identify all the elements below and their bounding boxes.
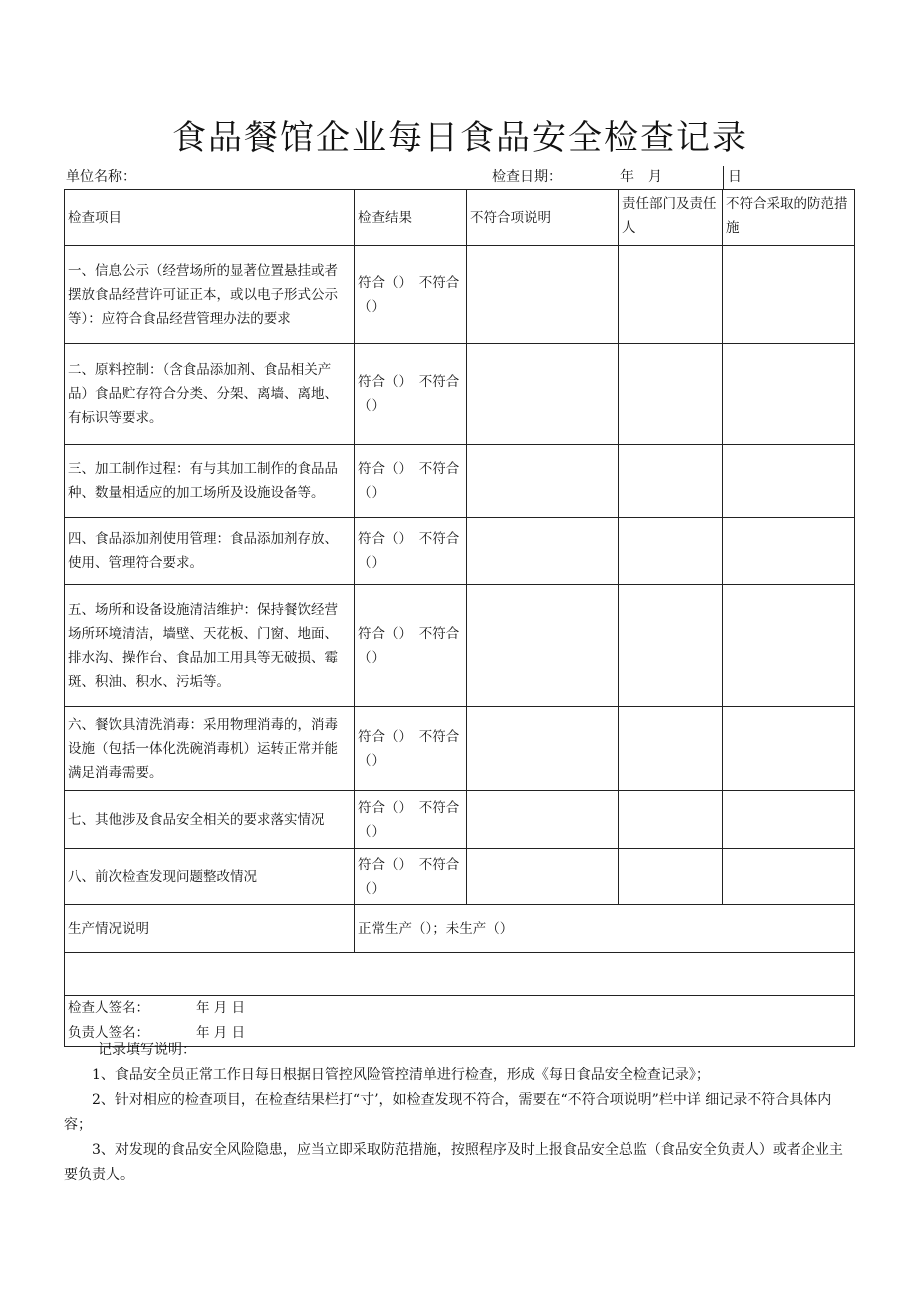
- table-row: [65, 445, 855, 518]
- inspector-signature-label: 检查人签名：: [68, 1000, 149, 1016]
- production-label: 生产情况说明: [65, 905, 355, 953]
- item-result[interactable]: 符合（） 不符合（）: [355, 707, 467, 791]
- item-text: 三、加工制作过程：有与其加工制作的食品品种、数量相适应的加工场所及设施设备等。: [65, 445, 355, 518]
- item-dept-cell[interactable]: [619, 518, 723, 585]
- table-row: [65, 791, 855, 849]
- table-row: [65, 246, 855, 344]
- item-desc-cell[interactable]: [467, 707, 619, 791]
- item-desc-cell[interactable]: [467, 246, 619, 344]
- inspection-table: [64, 189, 855, 1047]
- responsible-signature-date: 年 月 日: [196, 1025, 246, 1041]
- table-row: [65, 518, 855, 585]
- item-result[interactable]: 符合（） 不符合（）: [355, 791, 467, 849]
- date-day: 日: [728, 169, 742, 185]
- item-dept-cell[interactable]: [619, 849, 723, 905]
- header-desc: 不符合项说明: [467, 190, 619, 246]
- table-row: [65, 707, 855, 791]
- header-measures: 不符合采取的防范措施: [723, 190, 855, 246]
- item-text: 四、食品添加剂使用管理：食品添加剂存放、使用、管理符合要求。: [65, 518, 355, 585]
- item-dept-cell[interactable]: [619, 445, 723, 518]
- header-dept: 责任部门及责任人: [619, 190, 723, 246]
- item-result[interactable]: 符合（） 不符合（）: [355, 445, 467, 518]
- item-measures-cell[interactable]: [723, 445, 855, 518]
- date-month: 月: [648, 169, 662, 185]
- header-item: 检查项目: [65, 190, 355, 246]
- notes-line-2: 2、针对相应的检查项目，在检查结果栏打“寸’，如检查发现不符合，需要在“不符合项说明”栏中详 细记录不符合具体内容；: [64, 1092, 832, 1133]
- notes-line-3: 3、对发现的食品安全风险隐患，应当立即采取防范措施，按照程序及时上报食品安全总监（食品安全负责人）或者企业主要负责人。: [64, 1142, 843, 1183]
- date-year: 年: [620, 169, 634, 185]
- production-value[interactable]: 正常生产（）；未生产（）: [355, 905, 855, 953]
- item-text: 七、其他涉及食品安全相关的要求落实情况: [65, 791, 355, 849]
- item-dept-cell[interactable]: [619, 246, 723, 344]
- item-desc-cell[interactable]: [467, 344, 619, 445]
- item-desc-cell[interactable]: [467, 585, 619, 707]
- item-text: 八、前次检查发现问题整改情况: [65, 849, 355, 905]
- item-text: 一、信息公示（经营场所的显著位置悬挂或者摆放食品经营许可证正本，或以电子形式公示等）：应符合食品经营管理办法的要求: [65, 246, 355, 344]
- item-result[interactable]: 符合（） 不符合（）: [355, 246, 467, 344]
- notes-line-1: 1、食品安全员正常工作日每日根据日管控风险管控清单进行检查，形成《每日食品安全检查记录》；: [92, 1067, 710, 1083]
- table-row: [65, 585, 855, 707]
- item-measures-cell[interactable]: [723, 518, 855, 585]
- item-desc-cell[interactable]: [467, 445, 619, 518]
- inspection-date-label: 检查日期：: [492, 169, 562, 185]
- notes-heading: 记录填写说明：: [98, 1042, 196, 1058]
- notes-section: [64, 1038, 856, 1188]
- blank-row: [65, 953, 855, 996]
- inspector-signature-date: 年 月 日: [196, 1000, 246, 1016]
- item-result[interactable]: 符合（） 不符合（）: [355, 518, 467, 585]
- item-desc-cell[interactable]: [467, 849, 619, 905]
- responsible-signature-label: 负责人签名：: [68, 1025, 149, 1041]
- item-measures-cell[interactable]: [723, 585, 855, 707]
- page-title: 食品餐馆企业每日食品安全检查记录: [172, 118, 748, 158]
- item-measures-cell[interactable]: [723, 791, 855, 849]
- item-result[interactable]: 符合（） 不符合（）: [355, 849, 467, 905]
- item-measures-cell[interactable]: [723, 849, 855, 905]
- item-measures-cell[interactable]: [723, 246, 855, 344]
- header-divider: [723, 166, 724, 190]
- table-row: [65, 344, 855, 445]
- item-dept-cell[interactable]: [619, 344, 723, 445]
- item-dept-cell[interactable]: [619, 707, 723, 791]
- item-text: 五、场所和设备设施清洁维护：保持餐饮经营场所环境清洁，墙壁、天花板、门窗、地面、排水沟、操作台、食品加工用具等无破损、霉斑、积油、积水、污垢等。: [65, 585, 355, 707]
- unit-name-label: 单位名称：: [66, 169, 136, 185]
- item-desc-cell[interactable]: [467, 791, 619, 849]
- item-dept-cell[interactable]: [619, 791, 723, 849]
- table-header-row: [65, 190, 855, 246]
- production-row: [65, 905, 855, 953]
- item-measures-cell[interactable]: [723, 707, 855, 791]
- table-row: [65, 849, 855, 905]
- item-desc-cell[interactable]: [467, 518, 619, 585]
- item-measures-cell[interactable]: [723, 344, 855, 445]
- item-text: 六、餐饮具清洗消毒：采用物理消毒的，消毒设施（包括一体化洗碗消毒机）运转正常并能满足消毒需要。: [65, 707, 355, 791]
- item-result[interactable]: 符合（） 不符合（）: [355, 585, 467, 707]
- blank-cell: [65, 953, 855, 996]
- header-result: 检查结果: [355, 190, 467, 246]
- item-text: 二、原料控制：（含食品添加剂、食品相关产品）食品贮存符合分类、分架、离墙、离地、有标识等要求。: [65, 344, 355, 445]
- item-result[interactable]: 符合（） 不符合（）: [355, 344, 467, 445]
- item-dept-cell[interactable]: [619, 585, 723, 707]
